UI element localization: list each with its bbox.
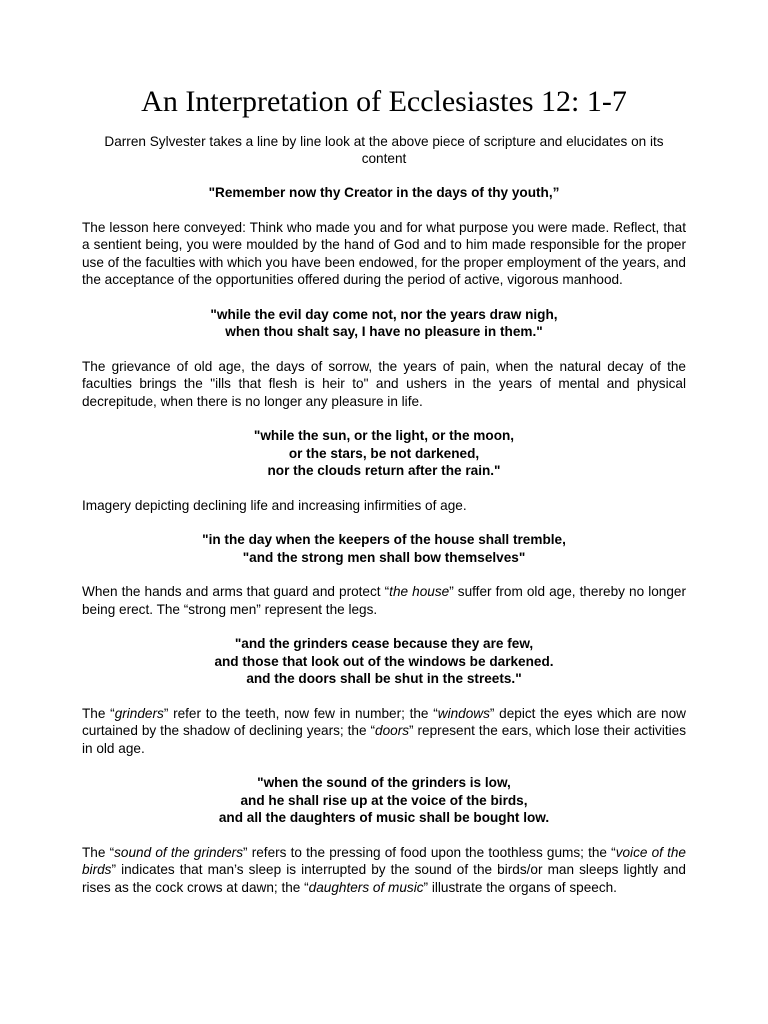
commentary-emphasis: the house	[389, 584, 450, 599]
byline: Darren Sylvester takes a line by line look at the above piece of scripture and elucidates on its content	[104, 134, 664, 166]
verse-line: "while the evil day come not, nor the years draw nigh,	[210, 306, 558, 322]
verse-2	[82, 306, 686, 341]
verse-line: "Remember now thy Creator in the days of thy youth,”	[208, 185, 560, 200]
verse-line: or the stars, be not darkened,	[288, 445, 480, 461]
commentary-3: Imagery depicting declining life and increasing infirmities of age.	[82, 497, 467, 513]
verse-4	[82, 531, 686, 566]
verse-3	[82, 427, 686, 480]
verse-line: "and the grinders cease because they are few,	[234, 636, 534, 651]
document-page	[82, 82, 686, 896]
commentary-5	[82, 705, 686, 758]
verse-line: "when the sound of the grinders is low,	[257, 775, 511, 790]
document-title: An Interpretation of Ecclesiastes 12: 1-7	[141, 85, 627, 118]
commentary-text: ” suffer from old age, thereby no longer being erect. The “strong men” represent the legs.	[82, 584, 686, 617]
verse-line: and the doors shall be shut in the streets."	[246, 671, 522, 686]
verse-line: and those that look out of the windows be darkened.	[214, 653, 554, 669]
commentary-6	[82, 844, 686, 897]
verse-1	[82, 184, 686, 202]
commentary-emphasis: daughters of music	[308, 879, 424, 895]
commentary-text: ” indicates that man’s sleep is interrupted by the sound of the birds/or man sleeps lightly and rises as the cock crows at dawn; the “	[82, 862, 686, 895]
commentary-emphasis: voice of the birds	[82, 844, 686, 877]
verse-line: and he shall rise up at the voice of the birds,	[240, 792, 528, 808]
verse-line: nor the clouds return after the rain."	[267, 463, 501, 478]
commentary-text: ” refer to the teeth, now few in number; the “	[163, 705, 438, 721]
commentary-2: The grievance of old age, the days of sorrow, the years of pain, when the natural decay of the faculties brings the "ills that flesh is heir to" and ushers in the years of mental and physical decrepitude, when there is no longer any pleasure in life.	[82, 358, 686, 409]
verse-line: when thou shalt say, I have no pleasure in them."	[225, 324, 543, 339]
commentary-1: The lesson here conveyed: Think who made you and for what purpose you were made. Reflect, that a sentient being, you were moulded by the hand of God and to him made responsible for the proper use of the faculties with which you have been endowed, for the proper employment of the years, and the acceptance of the opportunities offered during the period of active, vigorous manhood.	[82, 219, 686, 287]
commentary-emphasis: grinders	[114, 705, 164, 721]
commentary-emphasis: windows	[437, 705, 490, 721]
commentary-text: The “	[82, 705, 115, 721]
commentary-emphasis: sound of the grinders	[114, 844, 244, 860]
verse-line: "and the strong men shall bow themselves"	[242, 549, 526, 565]
verse-6	[82, 774, 686, 827]
commentary-text: ” illustrate the organs of speech.	[423, 879, 617, 895]
verse-line: "while the sun, or the light, or the moon,	[253, 428, 515, 443]
verse-line: "in the day when the keepers of the house shall tremble,	[202, 532, 566, 547]
commentary-text: When the hands and arms that guard and protect “	[82, 584, 390, 599]
commentary-text: ” refers to the pressing of food upon the toothless gums; the “	[243, 844, 616, 860]
commentary-text: The “	[82, 844, 115, 860]
commentary-text: ” depict the eyes which are now curtained by the shadow of declining years; the “	[82, 705, 686, 738]
verse-line: and all the daughters of music shall be bought low.	[218, 810, 550, 825]
commentary-4	[82, 583, 686, 618]
commentary-text: ” represent the ears, which lose their activities in old age.	[82, 723, 686, 756]
verse-5	[82, 635, 686, 688]
commentary-emphasis: doors	[375, 723, 410, 738]
